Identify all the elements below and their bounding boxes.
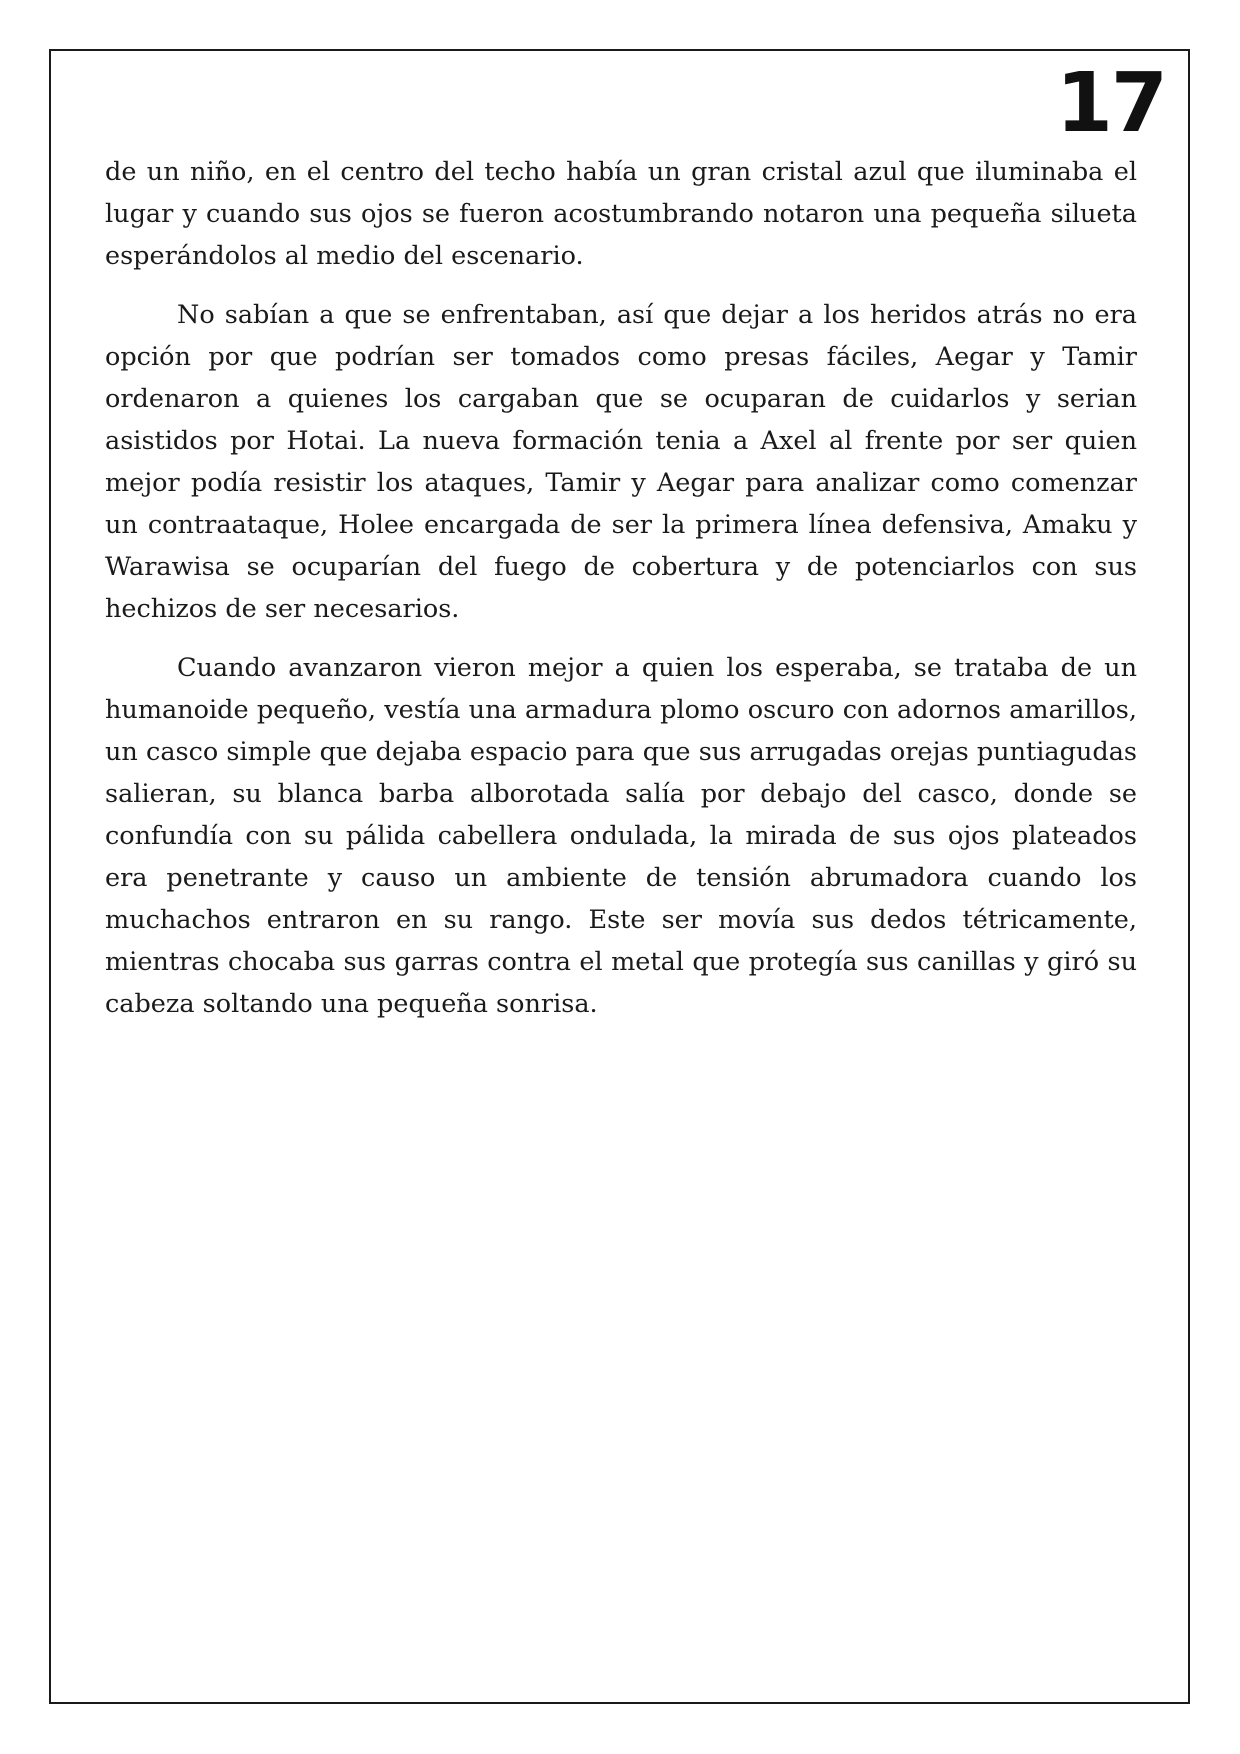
page-frame: [49, 49, 1190, 1704]
body-text: [105, 151, 1137, 1042]
paragraph-continuation: de un niño, en el centro del techo había un gran cristal azul que iluminaba el lugar y cuando sus ojos se fueron acostumbrando notaron una pequeña silueta esperándolos al medio del escenario.: [105, 157, 1137, 271]
paragraph: No sabían a que se enfrentaban, así que dejar a los heridos atrás no era opción por que podrían ser tomados como presas fáciles, Aegar y Tamir ordenaron a quienes los cargaban que se ocuparan de cuidarlos y serian asistidos por Hotai. La nueva formación tenia a Axel al frente por ser quien mejor podía resistir los ataques, Tamir y Aegar para analizar como comenzar un contraataque, Holee encargada de ser la primera línea defensiva, Amaku y Warawisa se ocuparían del fuego de cobertura y de potenciarlos con sus hechizos de ser necesarios.: [105, 300, 1137, 624]
paragraph: Cuando avanzaron vieron mejor a quien los esperaba, se trataba de un humanoide pequeño, vestía una armadura plomo oscuro con adornos amarillos, un casco simple que dejaba espacio para que sus arrugadas orejas puntiagudas salieran, su blanca barba alborotada salía por debajo del casco, donde se confundía con su pálida cabellera ondulada, la mirada de sus ojos plateados era penetrante y causo un ambiente de tensión abrumadora cuando los muchachos entraron en su rango. Este ser movía sus dedos tétricamente, mientras chocaba sus garras contra el metal que protegía sus canillas y giró su cabeza soltando una pequeña sonrisa.: [105, 653, 1137, 1019]
page-number: 17: [1055, 56, 1166, 151]
